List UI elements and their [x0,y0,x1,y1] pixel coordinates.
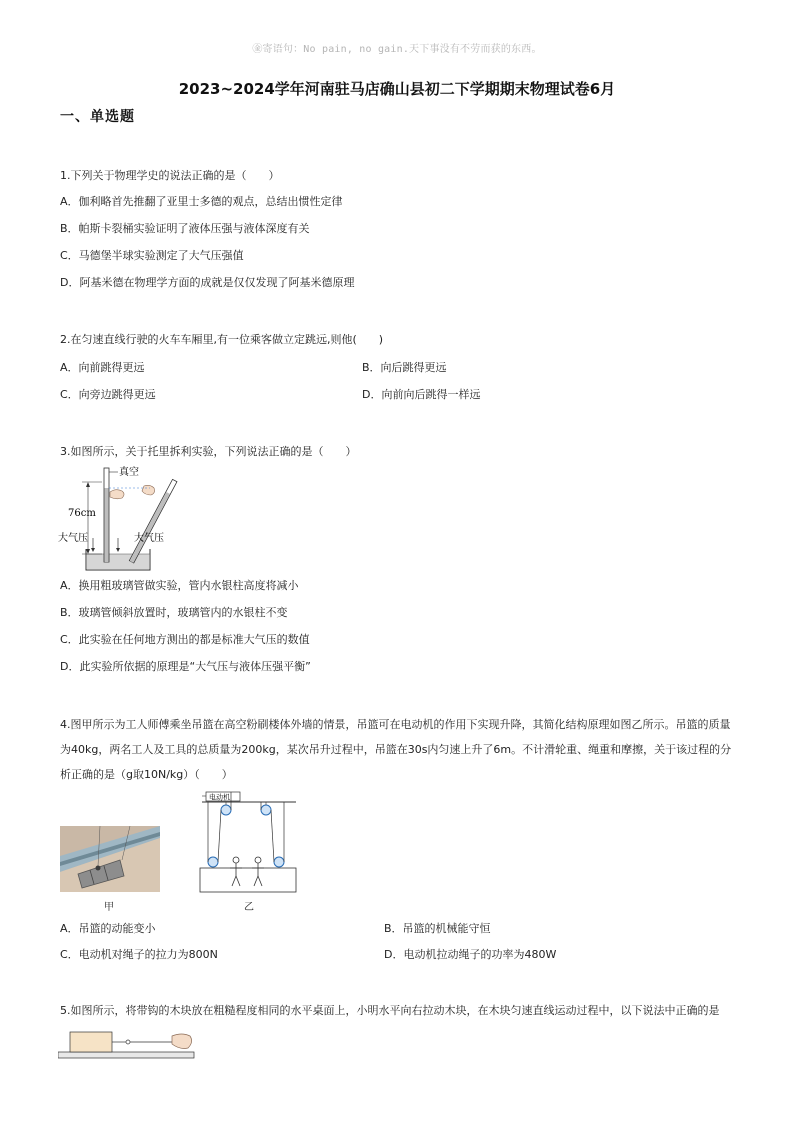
pressure-left-label: 大气压 [58,533,88,544]
option-c: C．电动机对绳子的拉力为800N [60,948,218,961]
question-stem: 3.如图所示，关于托里拆利实验，下列说法正确的是（ ） [60,445,357,458]
section-heading: 一、单选题 [60,109,135,125]
question-stem-line-1: 4.图甲所示为工人师傅乘坐吊篮在高空粉刷楼体外墙的情景，吊篮可在电动机的作用下实现升降，其简化结构原理如图乙所示。吊篮的质量 [60,718,731,731]
option-c: C．马德堡半球实验测定了大气压强值 [60,249,244,262]
page-title: 2023~2024学年河南驻马店确山县初二下学期期末物理试卷6月 [178,80,616,98]
motor-label: 电动机 [209,793,230,802]
question-stem: 1.下列关于物理学史的说法正确的是（ ） [60,169,280,182]
option-b: B．吊篮的机械能守恒 [384,922,491,935]
option-d: D．电动机拉动绳子的功率为480W [384,948,557,961]
photo-caption: 甲 [104,902,114,913]
option-a: A．吊篮的动能变小 [60,922,156,935]
motto-banner: ㊎寄语句：No pain, no gain.天下事没有不劳而获的东西。 [252,44,542,55]
pressure-right-label: 大气压 [134,533,164,544]
question-stem: 5.如图所示，将带钩的木块放在粗糙程度相同的水平桌面上，小明水平向右拉动木块，在木块匀速直线运动过程中，以下说法中正确的是 [60,1004,720,1017]
question-stem-line-3: 析正确的是（g取10N/kg）（ ） [60,768,233,781]
question-stem-line-2: 为40kg，两名工人及工具的总质量为200kg，某次吊升过程中，吊篮在30s内匀速上升了6m。不计滑轮重、绳重和摩擦，关于该过程的分 [60,743,732,756]
option-d: D．向前向后跳得一样远 [362,388,481,401]
option-d: D．阿基米德在物理学方面的成就是仅仅发现了阿基米德原理 [60,276,355,289]
option-a: A．换用粗玻璃管做实验，管内水银柱高度将减小 [60,579,299,592]
option-a: A．向前跳得更远 [60,361,145,374]
gondola-photo [60,826,160,892]
block-pull-diagram [58,1024,198,1060]
option-b: B．玻璃管倾斜放置时，玻璃管内的水银柱不变 [60,606,288,619]
option-c: C．向旁边跳得更远 [60,388,156,401]
option-a: A．伽利略首先推翻了亚里士多德的观点，总结出惯性定律 [60,195,343,208]
option-c: C．此实验在任何地方测出的都是标准大气压的数值 [60,633,310,646]
height-label: 76cm [68,508,96,519]
option-d: D．此实验所依据的原理是“大气压与液体压强平衡” [60,660,311,673]
diagram-caption: 乙 [244,902,254,913]
option-b: B．帕斯卡裂桶实验证明了液体压强与液体深度有关 [60,222,310,235]
question-stem: 2.在匀速直线行驶的火车车厢里,有一位乘客做立定跳远,则他( ) [60,333,384,346]
torricelli-diagram [58,462,178,574]
pulley-diagram [196,790,300,894]
option-b: B．向后跳得更远 [362,361,447,374]
vacuum-label: 真空 [119,467,139,478]
